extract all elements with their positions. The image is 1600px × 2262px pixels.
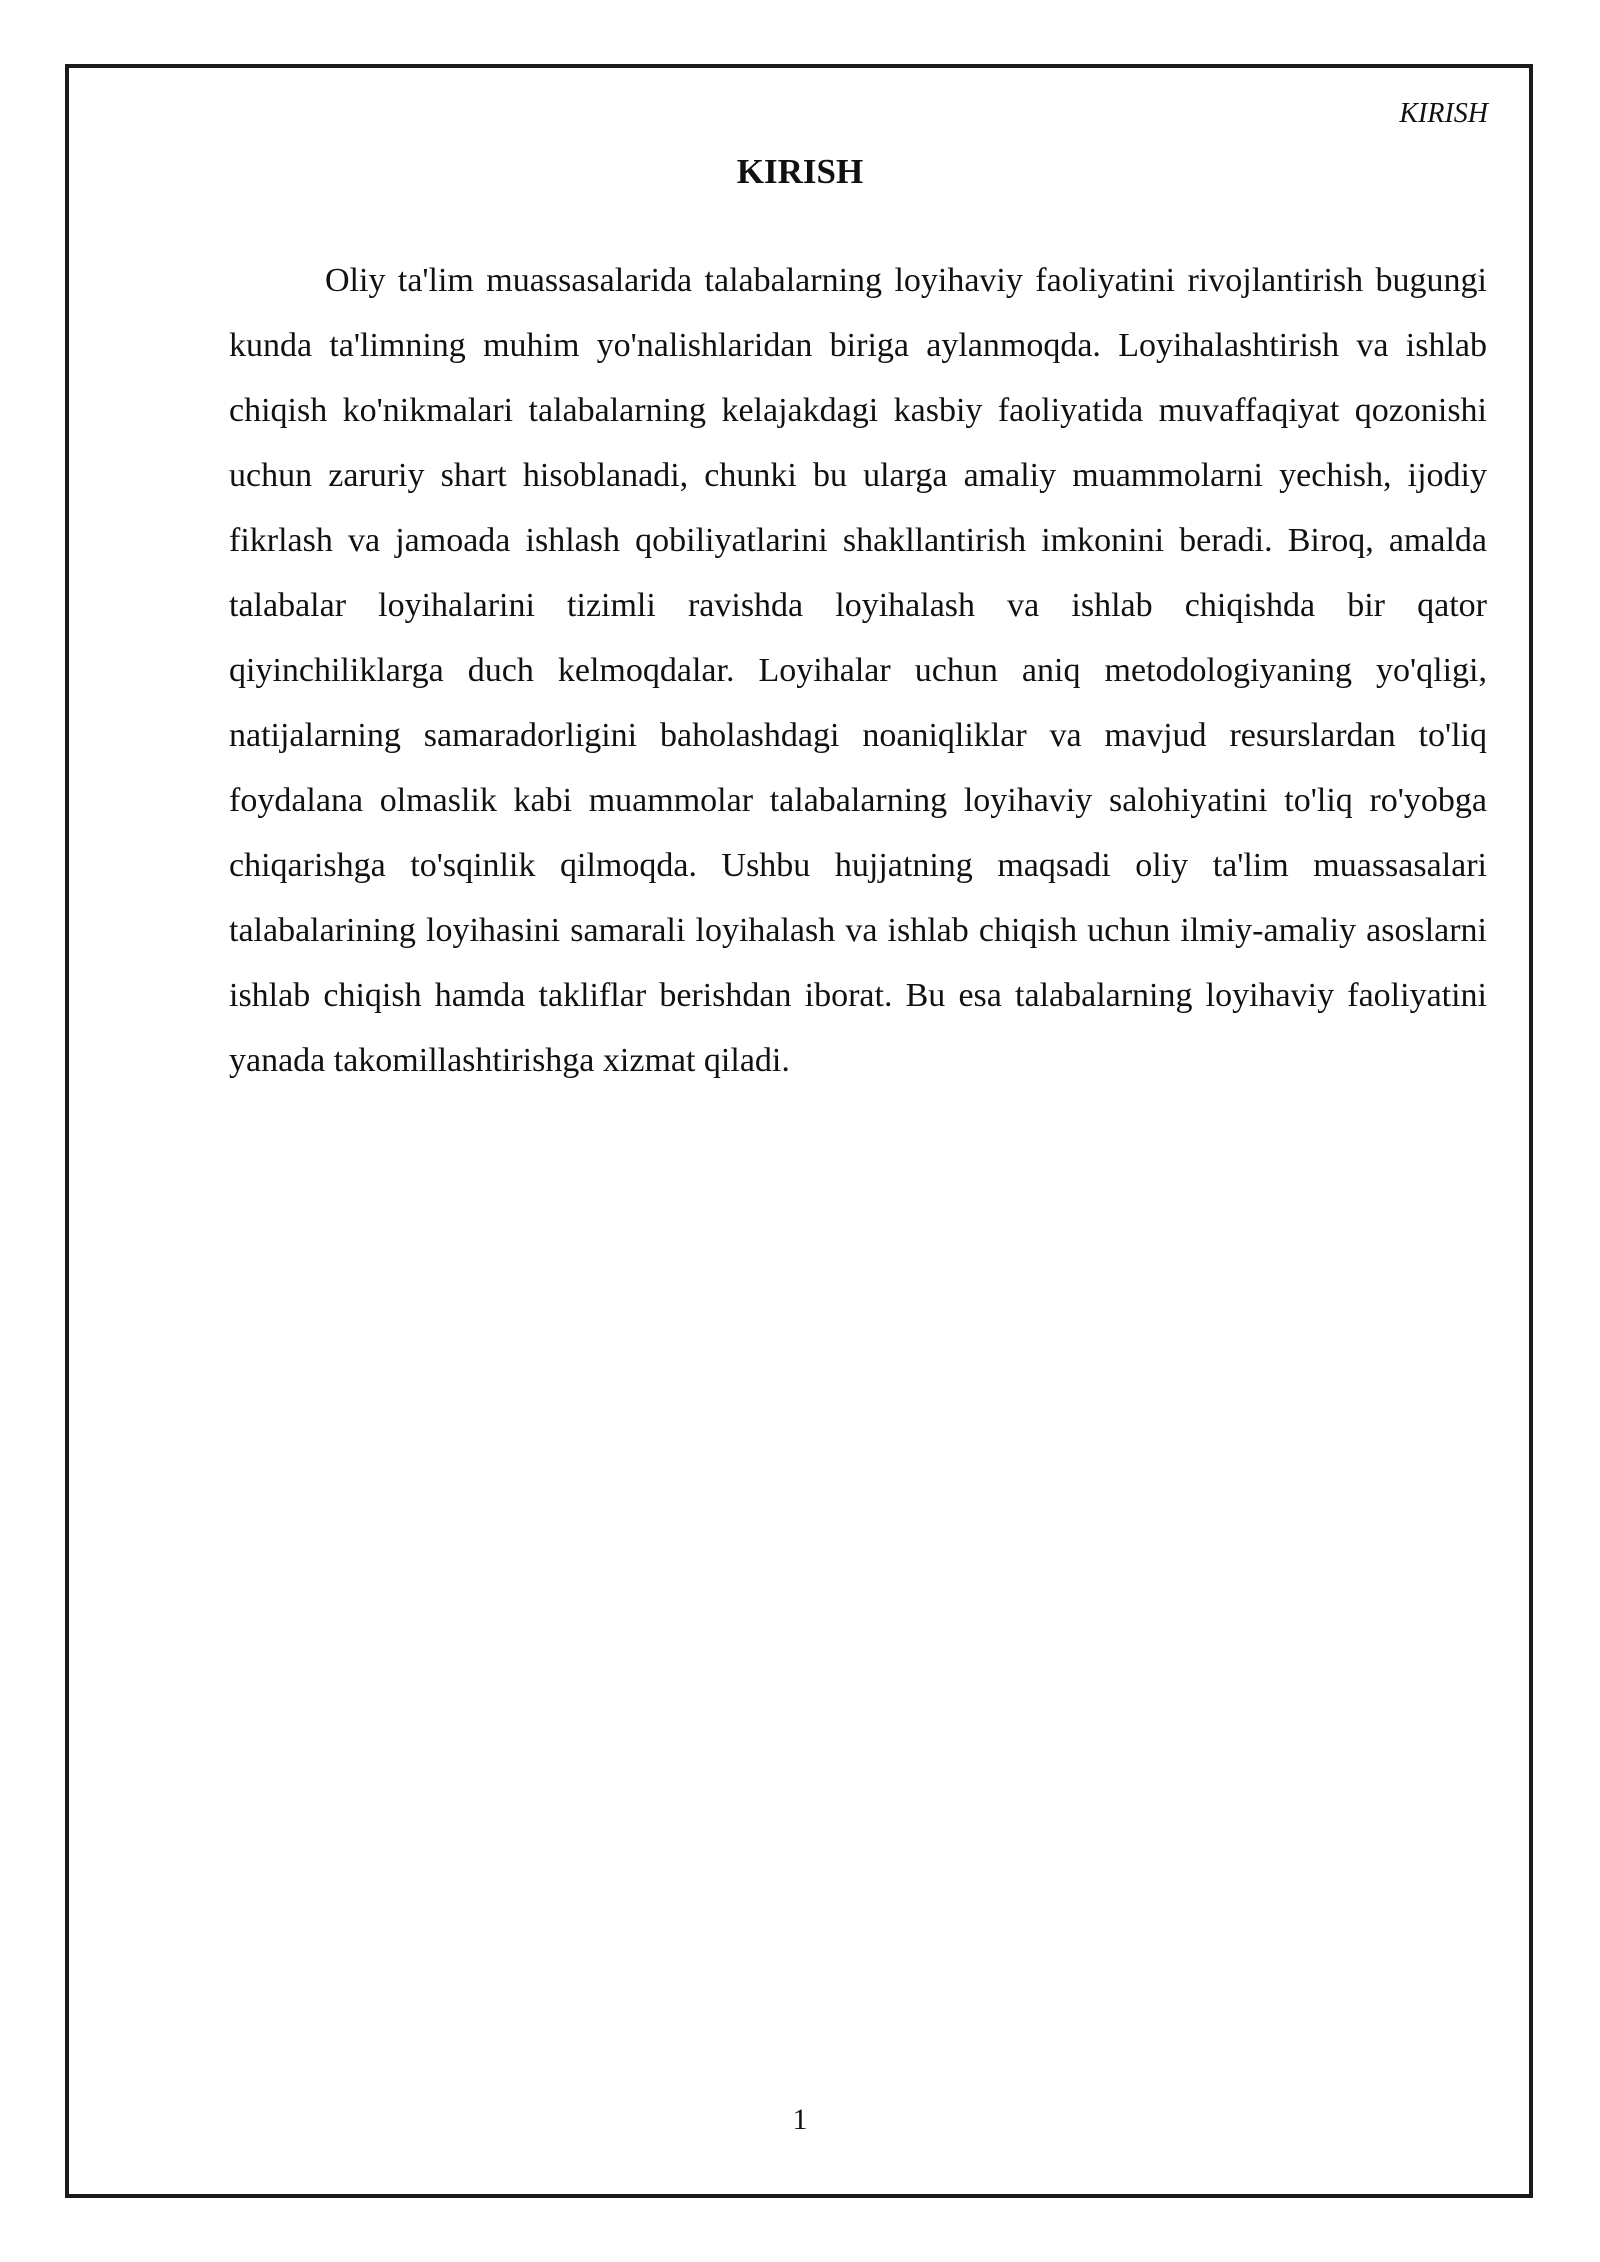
- running-header: KIRISH: [1399, 98, 1488, 129]
- page-title: KIRISH: [736, 152, 864, 191]
- page-number: 1: [792, 2103, 808, 2136]
- body-paragraph: Oliy ta'lim muassasalarida talabalarning loyihaviy faoliyatini rivojlantirish bugungi kunda ta'limning muhim yo'nalishlaridan biriga aylanmoqda. Loyihalashtirish va ishlab chiqish ko'nikmalari talabalarning kelajakdagi kasbiy faoliyatida muvaffaqiyat qozonishi uchun zaruriy shart hisoblanadi, chunki bu ularga amaliy muammolarni yechish, ijodiy fikrlash va jamoada ishlash qobiliyatlarini shakllantirish imkonini beradi. Biroq, amalda talabalar loyihalarini tizimli ravishda loyihalash va ishlab chiqishda bir qator qiyinchiliklarga duch kelmoqdalar. Loyihalar uchun aniq metodologiyaning yo'qligi, natijalarning samaradorligini baholashdagi noaniqliklar va mavjud resurslardan to'liq foydalana olmaslik kabi muammolar talabalarning loyihaviy salohiyatini to'liq ro'yobga chiqarishga to'sqinlik qilmoqda. Ushbu hujjatning maqsadi oliy ta'lim muassasalari talabalarining loyihasini samarali loyihalash va ishlab chiqish uchun ilmiy-amaliy asoslarni ishlab chiqish hamda takliflar berishdan iborat. Bu esa talabalarning loyihaviy faoliyatini yanada takomillashtirishga xizmat qiladi.: [229, 262, 1487, 1079]
